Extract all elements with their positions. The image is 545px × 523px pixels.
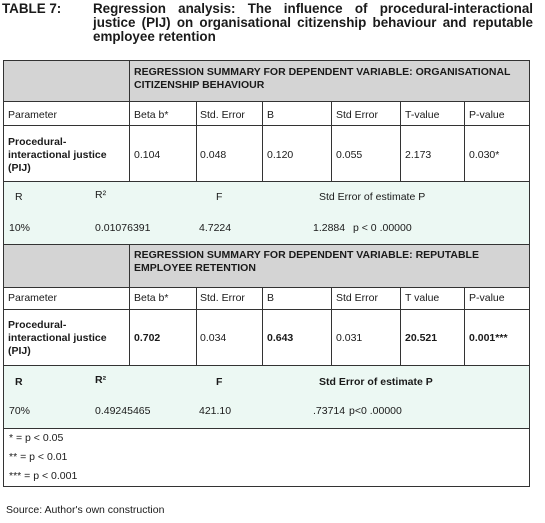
vrule-s1-c1 [129, 101, 130, 181]
regression-table [3, 60, 530, 487]
s1-stats-p: p < 0 .00000 [353, 222, 412, 234]
vrule-s1-c2 [196, 101, 197, 181]
vrule-s2-c4 [331, 287, 332, 365]
s1-col-pvalue: P-value [469, 109, 505, 121]
vrule-s2-head [129, 244, 130, 287]
vrule-s2-c6 [464, 287, 465, 365]
rule-s2-stats [3, 428, 530, 429]
s2-stats-p: p<0 .00000 [349, 405, 402, 417]
s2-col-stderror: Std. Error [200, 292, 245, 304]
rule-s2-row [3, 365, 530, 366]
vrule-s2-c3 [262, 287, 263, 365]
rule-s2-head [3, 287, 530, 288]
s2-stats-r2-label: R² [95, 374, 107, 386]
s2-beta: 0.702 [134, 332, 161, 344]
vrule-s1-c6 [464, 101, 465, 181]
rule-s1-head [3, 101, 530, 102]
section1-heading: REGRESSION SUMMARY FOR DEPENDENT VARIABLE: ORGANISATIONAL CITIZENSHIP BEHAVIOUR [134, 66, 511, 91]
table-title: Regression analysis: The influence of procedural-interactional justice (PIJ) on organisational citizenship behaviour and reputable employee retention [93, 1, 533, 44]
s1-stats-se-label: Std Error of estimate P [319, 191, 426, 203]
s2-stats-f-label: F [216, 376, 223, 388]
vrule-s1-c5 [400, 101, 401, 181]
rule-s1-row [3, 181, 530, 182]
s1-b: 0.120 [267, 149, 294, 161]
s1-stderror: 0.048 [200, 149, 227, 161]
s2-stats-f: 421.10 [199, 405, 232, 417]
s2-col-pvalue: P-value [469, 292, 505, 304]
vrule-s2-c5 [400, 287, 401, 365]
s1-stats-r2: 0.01076391 [95, 222, 151, 234]
s2-param-line1: Procedural- [8, 319, 67, 331]
rule-s2-cols [3, 309, 530, 310]
s1-pvalue: 0.030* [469, 149, 500, 161]
s1-col-tvalue: T-value [405, 109, 440, 121]
s1-col-parameter: Parameter [8, 109, 58, 121]
s2-stats-se: .73714 [313, 405, 346, 417]
s1-param-line3: (PIJ) [8, 162, 31, 174]
footnote-2: ** = p < 0.01 [9, 451, 68, 463]
s1-stats-f: 4.7224 [199, 222, 232, 234]
s2-stats-r-label: R [15, 376, 23, 388]
s1-stats-r2-label: R² [95, 189, 107, 201]
s1-stats-f-label: F [216, 191, 223, 203]
s2-param-line2: interactional justice [8, 332, 107, 344]
border-top [3, 60, 530, 61]
s2-col-stderror-b: Std Error [336, 292, 379, 304]
vrule-s1-c4 [331, 101, 332, 181]
s2-b: 0.643 [267, 332, 294, 344]
s1-beta: 0.104 [134, 149, 161, 161]
footnote-1: * = p < 0.05 [9, 432, 64, 444]
s1-stats-se: 1.2884 [313, 222, 346, 234]
s2-pvalue: 0.001*** [469, 332, 508, 344]
rule-s1-stats [3, 244, 530, 245]
s1-col-beta: Beta b* [134, 109, 169, 121]
s1-param-line2: interactional justice [8, 149, 107, 161]
s1-tvalue: 2.173 [405, 149, 432, 161]
s2-stderror: 0.034 [200, 332, 227, 344]
vrule-s2-c2 [196, 287, 197, 365]
s1-param-line1: Procedural- [8, 136, 67, 148]
s1-stats-bg [3, 181, 530, 244]
vrule-s2-c1 [129, 287, 130, 365]
footnote-3: *** = p < 0.001 [9, 470, 78, 482]
table-label: TABLE 7: [2, 1, 62, 16]
border-bottom [3, 486, 530, 487]
s1-col-b: B [267, 109, 275, 121]
s2-col-beta: Beta b* [134, 292, 169, 304]
s2-stats-bg [3, 365, 530, 428]
vrule-s1-head [129, 60, 130, 101]
s2-stats-se-label: Std Error of estimate P [319, 376, 433, 388]
s2-tvalue: 20.521 [405, 332, 438, 344]
source-note: Source: Author's own construction [6, 504, 165, 516]
s2-stats-r: 70% [9, 405, 31, 417]
vrule-s1-c3 [262, 101, 263, 181]
s2-stats-r2: 0.49245465 [95, 405, 151, 417]
s2-col-parameter: Parameter [8, 292, 58, 304]
s2-col-b: B [267, 292, 275, 304]
s1-col-stderror: Std. Error [200, 109, 245, 121]
s2-col-tvalue: T value [405, 292, 440, 304]
s2-param-line3: (PIJ) [8, 345, 31, 357]
s1-col-stderror-b: Std Error [336, 109, 379, 121]
s1-stderror-b: 0.055 [336, 149, 363, 161]
rule-s1-cols [3, 125, 530, 126]
s1-stats-r: 10% [9, 222, 31, 234]
s1-stats-r-label: R [15, 191, 23, 203]
s2-stderror-b: 0.031 [336, 332, 363, 344]
section2-heading: REGRESSION SUMMARY FOR DEPENDENT VARIABLE: REPUTABLE EMPLOYEE RETENTION [134, 249, 479, 274]
